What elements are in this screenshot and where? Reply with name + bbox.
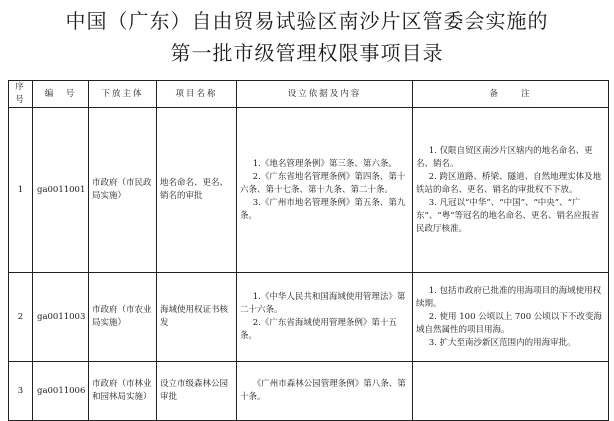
note-line: 1. 包括市政府已批准的用海项目的海域使用权续期。 xyxy=(416,285,602,309)
note-line: 3. 扩大至南沙新区范围内的用海审批。 xyxy=(428,337,576,348)
row-seq: 3 xyxy=(9,362,33,421)
basis-line: 《广州市森林公园管理条例》第八条、第十条。 xyxy=(240,379,406,402)
row-item-name: 设立市级森林公园审批 xyxy=(157,362,237,421)
row-subject: 市政府（市林业和园林局实施） xyxy=(89,362,157,421)
row-subject: 市政府（市农业局实施） xyxy=(89,273,157,362)
row-item-name: 地名命名、更名、销名的审批 xyxy=(157,108,237,273)
document-title-line-2: 第一批市级管理权限事项目录 xyxy=(170,41,444,65)
row-code: ga0011003 xyxy=(33,273,89,362)
header-code: 编 号 xyxy=(33,81,89,108)
row-code: ga0011006 xyxy=(33,362,89,421)
row-notes xyxy=(413,273,609,362)
basis-line: 3.《广州市地名管理条例》第五条、第九条。 xyxy=(240,197,406,221)
header-seq: 序号 xyxy=(9,81,33,108)
note-line: 2. 使用 100 公顷以上 700 公顷以下不改变海域自然属性的项目用海。 xyxy=(416,311,602,335)
document-title-line-1: 中国（广东）自由贸易试验区南沙片区管委会实施的 xyxy=(65,9,549,33)
row-code: ga0011001 xyxy=(33,108,89,273)
row-item-name: 海域使用权证书核发 xyxy=(157,273,237,362)
header-notes: 备 注 xyxy=(413,81,609,108)
row-subject: 市政府（市民政局实施） xyxy=(89,108,157,273)
row-basis xyxy=(237,273,413,362)
basis-line: 1.《中华人民共和国海域使用管理法》第二十六条。 xyxy=(240,292,406,315)
basis-line: 2.《广东省海域使用管理条例》第十五条。 xyxy=(240,318,397,341)
note-line: 1. 仅限自贸区南沙片区辖内的地名命名、更名、销名。 xyxy=(416,145,593,169)
table-header-row xyxy=(9,81,609,108)
row-notes xyxy=(413,362,609,421)
row-basis xyxy=(237,108,413,273)
note-line: 3. 凡冠以“中华”、“中国”、“中央”、“广东”、“粤”等冠名的地名命名、更名、销名应报省民政厅核准。 xyxy=(416,197,600,234)
header-item-name: 项目名称 xyxy=(157,81,237,108)
table-row xyxy=(9,362,609,421)
note-line: 2. 跨区道路、桥梁、隧道、自然地理实体及地铁站的命名、更名、销名的审批权不下放。 xyxy=(416,171,602,195)
row-notes xyxy=(413,108,609,273)
basis-line: 1.《地名管理条例》第三条、第六条。 xyxy=(252,158,397,169)
basis-line: 2.《广东省地名管理条例》第四条、第十六条、第十七条、第十九条、第二十条。 xyxy=(240,171,406,195)
row-seq: 1 xyxy=(9,108,33,273)
authority-table xyxy=(8,80,609,421)
header-subject: 下放主体 xyxy=(89,81,157,108)
table-row xyxy=(9,273,609,362)
table-row xyxy=(9,108,609,273)
row-basis xyxy=(237,362,413,421)
row-seq: 2 xyxy=(9,273,33,362)
header-basis: 设立依据及内容 xyxy=(237,81,413,108)
